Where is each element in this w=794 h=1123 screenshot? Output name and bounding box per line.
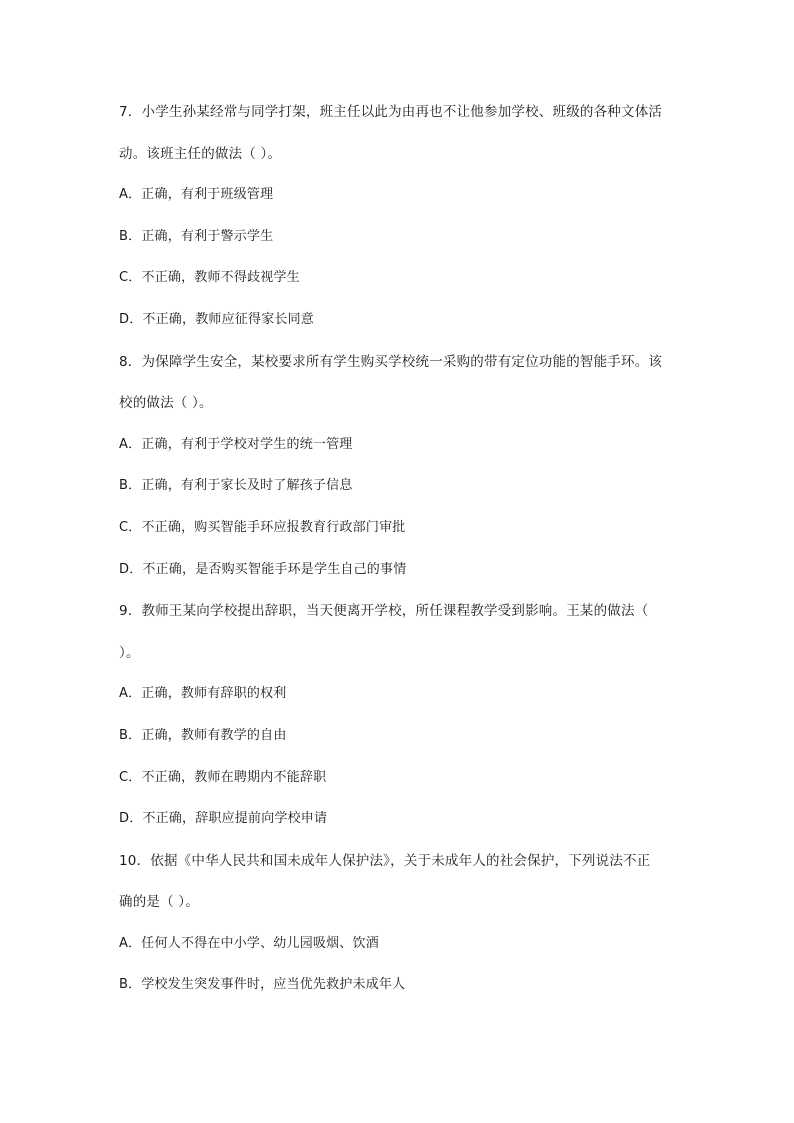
question-7-stem-line-1: 7．小学生孙某经常与同学打架，班主任以此为由再也不让他参加学校、班级的各种文体活	[119, 104, 663, 120]
question-7-option-d: D．不正确，教师应征得家长同意	[119, 311, 315, 327]
question-9-stem-line-1: 9．教师王某向学校提出辞职，当天便离开学校，所任课程教学受到影响。王某的做法（	[119, 603, 649, 620]
question-10-option-a: A．任何人不得在中小学、幼儿园吸烟、饮酒	[119, 935, 379, 951]
question-10-stem-line-1: 10．依据《中华人民共和国未成年人保护法》，关于未成年人的社会保护，下列说法不正	[119, 852, 651, 869]
question-9-option-a: A．正确，教师有辞职的权利	[119, 686, 287, 702]
question-9	[119, 603, 679, 853]
question-7-stem-line-2: 动。该班主任的做法（ ）。	[119, 145, 282, 162]
question-7-option-c: C．不正确，教师不得歧视学生	[119, 270, 300, 286]
question-7-option-b: B．正确，有利于警示学生	[119, 228, 274, 244]
question-9-option-d: D．不正确，辞职应提前向学校申请	[119, 811, 328, 827]
question-8-option-c: C．不正确，购买智能手环应报教育行政部门审批	[119, 519, 406, 535]
question-7	[119, 104, 679, 354]
question-9-option-c: C．不正确，教师在聘期内不能辞职	[119, 769, 327, 785]
question-10-stem-line-2: 确的是（ ）。	[119, 894, 199, 911]
question-8-stem-line-1: 8．为保障学生安全，某校要求所有学生购买学校统一采购的带有定位功能的智能手环。该	[119, 353, 663, 370]
question-8	[119, 354, 679, 604]
question-10	[119, 853, 679, 1019]
question-9-stem-line-2: ）。	[119, 644, 140, 661]
question-7-option-a: A．正确，有利于班级管理	[119, 187, 274, 203]
question-8-stem-line-2: 校的做法（ ）。	[119, 395, 213, 412]
question-8-option-b: B．正确，有利于家长及时了解孩子信息	[119, 478, 353, 494]
question-8-option-d: D．不正确，是否购买智能手环是学生自己的事情	[119, 561, 407, 577]
question-list	[119, 104, 679, 1019]
question-8-option-a: A．正确，有利于学校对学生的统一管理	[119, 436, 353, 452]
question-10-option-b: B．学校发生突发事件时，应当优先救护未成年人	[119, 977, 406, 993]
question-9-option-b: B．正确，教师有教学的自由	[119, 727, 287, 743]
